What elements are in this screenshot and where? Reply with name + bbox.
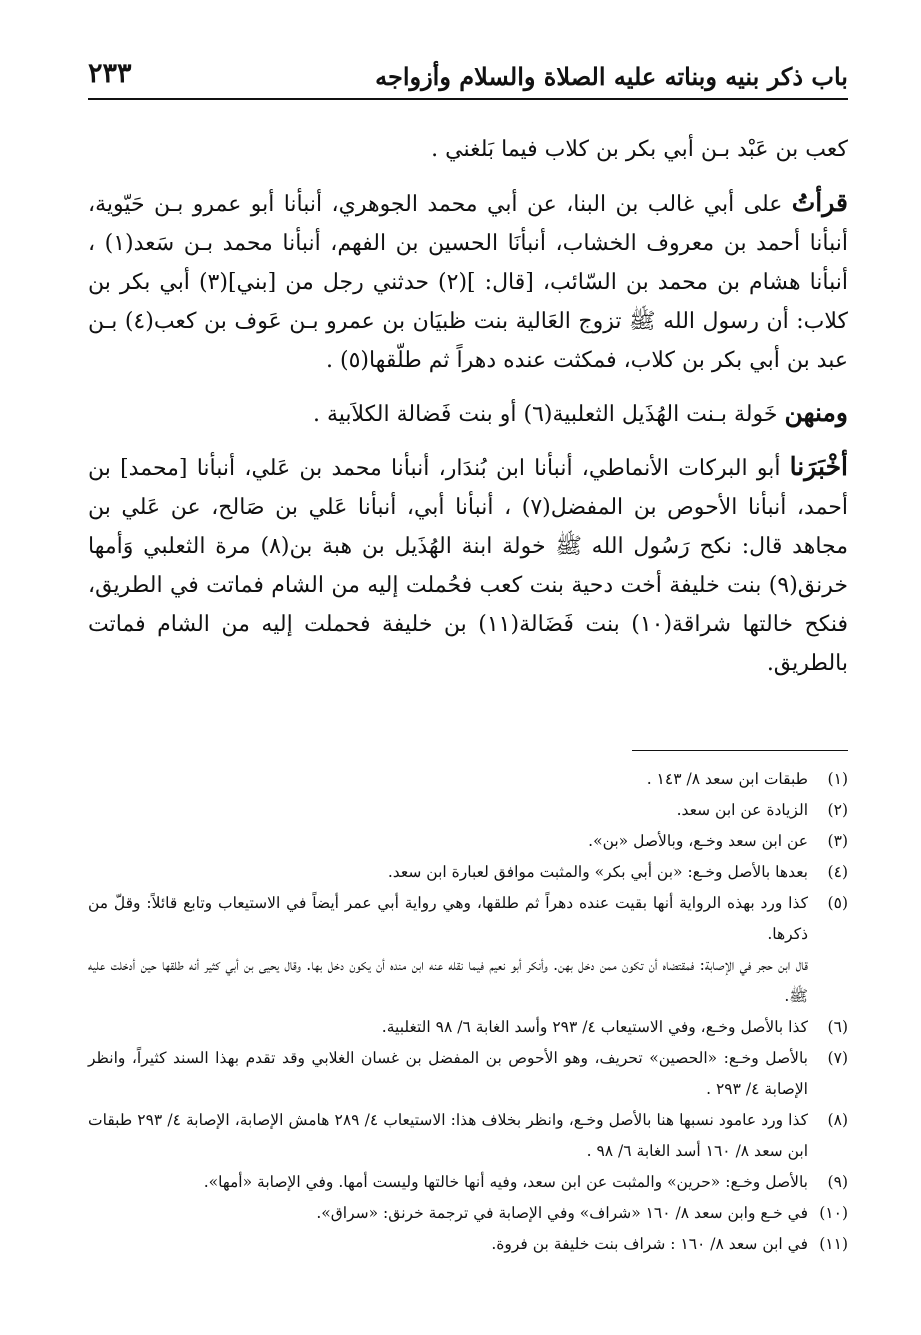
- footnote-number: (٨): [827, 1111, 848, 1129]
- footnote-item: [88, 1229, 848, 1260]
- paragraph-2-lead: قرأتُ: [791, 188, 848, 217]
- footnote-number: (٣): [827, 832, 848, 850]
- footnote-item: [88, 1012, 848, 1043]
- footnote-item: [88, 764, 848, 795]
- footnote-number: (٩): [827, 1173, 848, 1191]
- footnote-item: [88, 1043, 848, 1105]
- footnote-number: (٢): [827, 801, 848, 819]
- paragraph-1: كعب بن عَبْد بـن أبي بكر بن كلاب فيما بَلغني .: [431, 137, 848, 162]
- footnote-number: (٦): [827, 1018, 848, 1036]
- footnote-text: كذا ورد بهذه الرواية أنها بقيت عنده دهراً ثم طلقها، وهي رواية أبي عمر أيضاً في الاستيعاب وتابع قائلاً: وقلّ من ذكرها.: [88, 894, 808, 943]
- paragraph-4-lead: أخْبَرَنا: [789, 452, 848, 481]
- footnote-number: (١١): [819, 1235, 848, 1253]
- footnote-text: طبقات ابن سعد ٨/ ١٤٣ .: [646, 770, 808, 788]
- footnote-text: كذا بالأصل وخـع، وفي الاستيعاب ٤/ ٢٩٣ وأسد الغابة ٦/ ٩٨ التغلبية.: [381, 1018, 808, 1036]
- footnote-item: [88, 1167, 848, 1198]
- paragraph-2-text: على أبي غالب بن البنا، عن أبي محمد الجوهري، أنبأنا أبو عمرو بـن حَيّوية، أنبأنا أحمد بن معروف الخشاب، أنبأنَا الحسين بن الفهم، أنبأنا محمد بـن سَعد(١) ، أنبأنا هشام بن محمد بن السّائب، [قال: ](٢) حدثني رجل من [بني](٣) أبي بكر بن كلاب: أن رسول الله ﷺ تزوج العَالية بنت ظبيَان بن عمرو بـن عَوف بن كعب(٤) بـن عبد بن أبي بكر بن كلاب، فمكثت عنده دهراً ثم طلّقها(٥) .: [88, 192, 848, 373]
- chapter-title: باب ذكر بنيه وبناته عليه الصلاة والسلام وأزواجه: [375, 62, 848, 91]
- footnote-item: [88, 795, 848, 826]
- footnote-continuation: [88, 950, 848, 1012]
- footnotes: [88, 764, 848, 1260]
- footnote-number: (١٠): [819, 1204, 848, 1222]
- running-header: [88, 52, 848, 100]
- paragraph-4-text: أبو البركات الأنماطي، أنبأنا ابن بُندَار، أنبأنا محمد بن عَلي، أنبأنا [محمد] بن أحمد، أنبأنا الأحوص بن المفضل(٧) ، أنبأنا أبي، أنبأنا عَلي بن صَالح، عن عَلي بن مجاهد قال: نكح رَسُول الله ﷺ خولة ابنة الهُذَيل بن هبة بن(٨) مرة الثعلبي وَأمها خرنق(٩) بنت خليفة أخت دحية بنت كعب فحُملت إليه من الشام فماتت في الطريق، فنكح خالتها شراقة(١٠) بنت فَضَالة(١١) بن خليفة فحملت إليه من الشام فماتت بالطريق.: [88, 456, 849, 676]
- footnote-item: [88, 888, 848, 950]
- footnote-number: (١): [827, 770, 848, 788]
- footnote-text: كذا ورد عامود نسبها هنا بالأصل وخـع، وانظر بخلاف هذا: الاستيعاب ٤/ ٢٨٩ هامش الإصابة، الإصابة ٤/ ٢٩٣ طبقات ابن سعد ٨/ ١٦٠ أسد الغابة ٦/ ٩٨ .: [88, 1111, 808, 1160]
- footnote-number: (٥): [827, 894, 848, 912]
- paragraph-3-text: خَولة بـنت الهُذَيل الثعلبية(٦) أو بنت فَضالة الكلاَبية .: [312, 402, 785, 427]
- footnote-text: بعدها بالأصل وخـع: «بن أبي بكر» والمثبت موافق لعبارة ابن سعد.: [387, 863, 808, 881]
- paragraph-2: [88, 183, 848, 380]
- footnote-text: قال ابن حجر في الإصابة: فمقتضاه أن تكون ممن دخل بهن. وأنكر أبو نعيم فيما نقله عنه ابن منده أن يكون دخل بها. وقال يحيى بن أبي كثير أنه طلقها حين أدخلت عليه ﷺ.: [88, 956, 808, 1005]
- footnote-item: [88, 1105, 848, 1167]
- footnote-text: بالأصل وخـع: «حرين» والمثبت عن ابن سعد، وفيه أنها خالتها وليست أمها. وفي الإصابة «أمها».: [203, 1173, 808, 1191]
- footnote-text: الزيادة عن ابن سعد.: [676, 801, 808, 819]
- paragraph-3-lead: ومنهن: [784, 398, 848, 427]
- footnote-text: في ابن سعد ٨/ ١٦٠ : شراف بنت خليفة بن فروة.: [491, 1235, 808, 1253]
- paragraph-4: [88, 447, 848, 683]
- footnote-text: في خـع وابن سعد ٨/ ١٦٠ «شراف» وفي الإصابة في ترجمة خرنق: «سراق».: [316, 1204, 808, 1222]
- footnote-divider: [632, 750, 848, 751]
- footnote-number: (٧): [827, 1049, 848, 1067]
- footnote-text: عن ابن سعد وخـع، وبالأصل «بن».: [588, 832, 808, 850]
- paragraph-3: [88, 393, 848, 434]
- footnote-number: (٤): [827, 863, 848, 881]
- footnote-item: [88, 857, 848, 888]
- main-text: [88, 130, 848, 696]
- footnote-item: [88, 1198, 848, 1229]
- footnote-item: [88, 826, 848, 857]
- footnote-text: بالأصل وخـع: «الحصين» تحريف، وهو الأحوص بن المفضل بن غسان الغلابي وقد تقدم بهذا السند كثيراً، وانظر الإصابة ٤/ ٢٩٣ .: [88, 1049, 808, 1098]
- page-number: ٢٣٣: [88, 58, 132, 89]
